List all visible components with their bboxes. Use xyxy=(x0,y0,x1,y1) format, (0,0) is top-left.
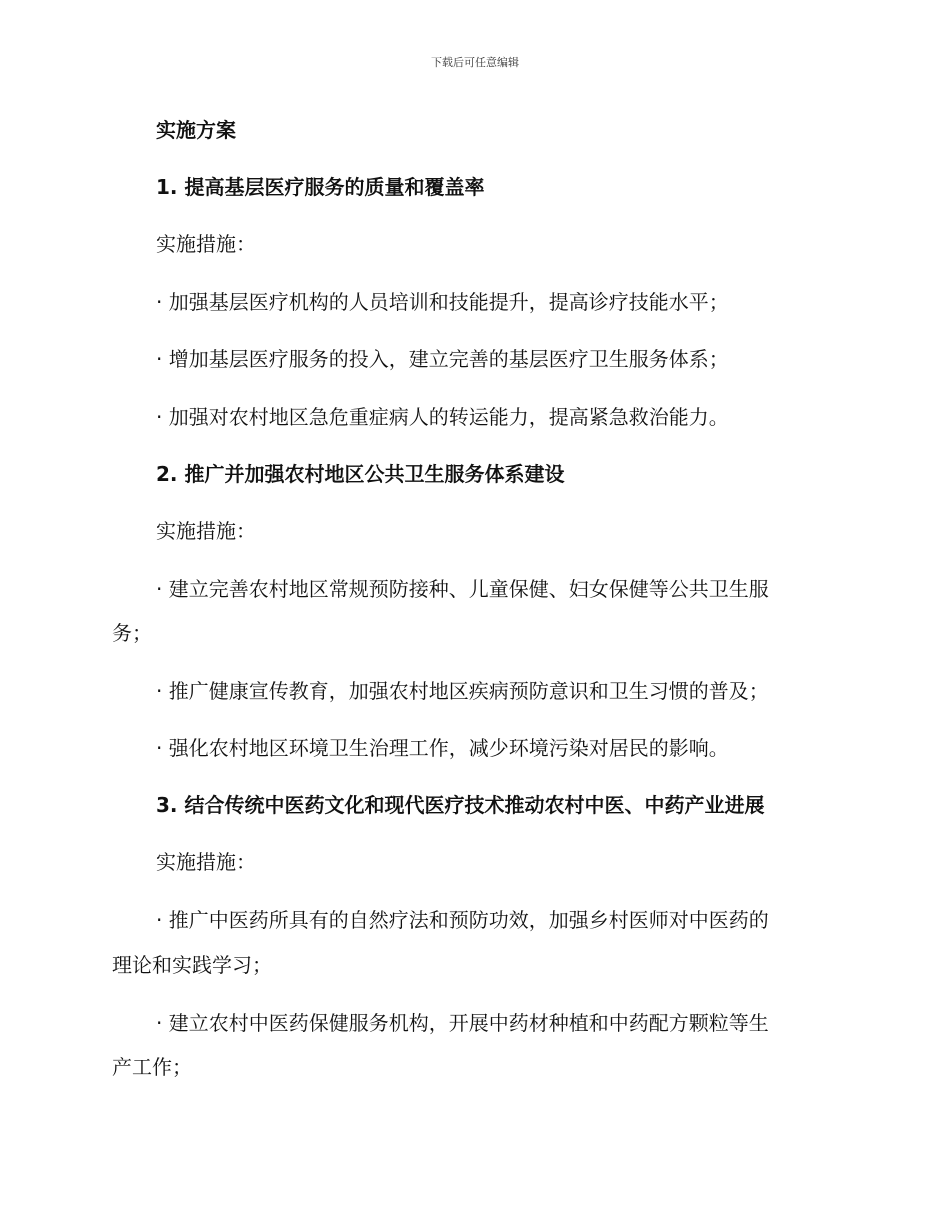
list-item: · 推广中医药所具有的自然疗法和预防功效，加强乡村医师对中医药的 xyxy=(156,908,769,932)
list-item: · 加强对农村地区急危重症病人的转运能力，提高紧急救治能力。 xyxy=(156,405,729,429)
list-item-continuation: 理论和实践学习； xyxy=(112,953,272,977)
list-item: · 建立农村中医药保健服务机构，开展中药材种植和中药配方颗粒等生 xyxy=(156,1011,769,1035)
list-item-continuation: 务； xyxy=(112,621,152,645)
section-heading: 1. 提高基层医疗服务的质量和覆盖率 xyxy=(156,175,485,199)
list-item-continuation: 产工作； xyxy=(112,1055,192,1079)
measures-label: 实施措施： xyxy=(156,519,256,543)
section-heading: 2. 推广并加强农村地区公共卫生服务体系建设 xyxy=(156,462,565,486)
section-heading: 3. 结合传统中医药文化和现代医疗技术推动农村中医、中药产业进展 xyxy=(156,793,765,817)
page-header: 下载后可任意编辑 xyxy=(431,56,519,69)
list-item: · 增加基层医疗服务的投入，建立完善的基层医疗卫生服务体系； xyxy=(156,347,729,371)
list-item: · 强化农村地区环境卫生治理工作，减少环境污染对居民的影响。 xyxy=(156,736,729,760)
document-title: 实施方案 xyxy=(156,118,236,142)
list-item: · 推广健康宣传教育，加强农村地区疾病预防意识和卫生习惯的普及； xyxy=(156,679,769,703)
list-item: · 加强基层医疗机构的人员培训和技能提升，提高诊疗技能水平； xyxy=(156,290,729,314)
list-item: · 建立完善农村地区常规预防接种、儿童保健、妇女保健等公共卫生服 xyxy=(156,577,769,601)
measures-label: 实施措施： xyxy=(156,232,256,256)
measures-label: 实施措施： xyxy=(156,850,256,874)
